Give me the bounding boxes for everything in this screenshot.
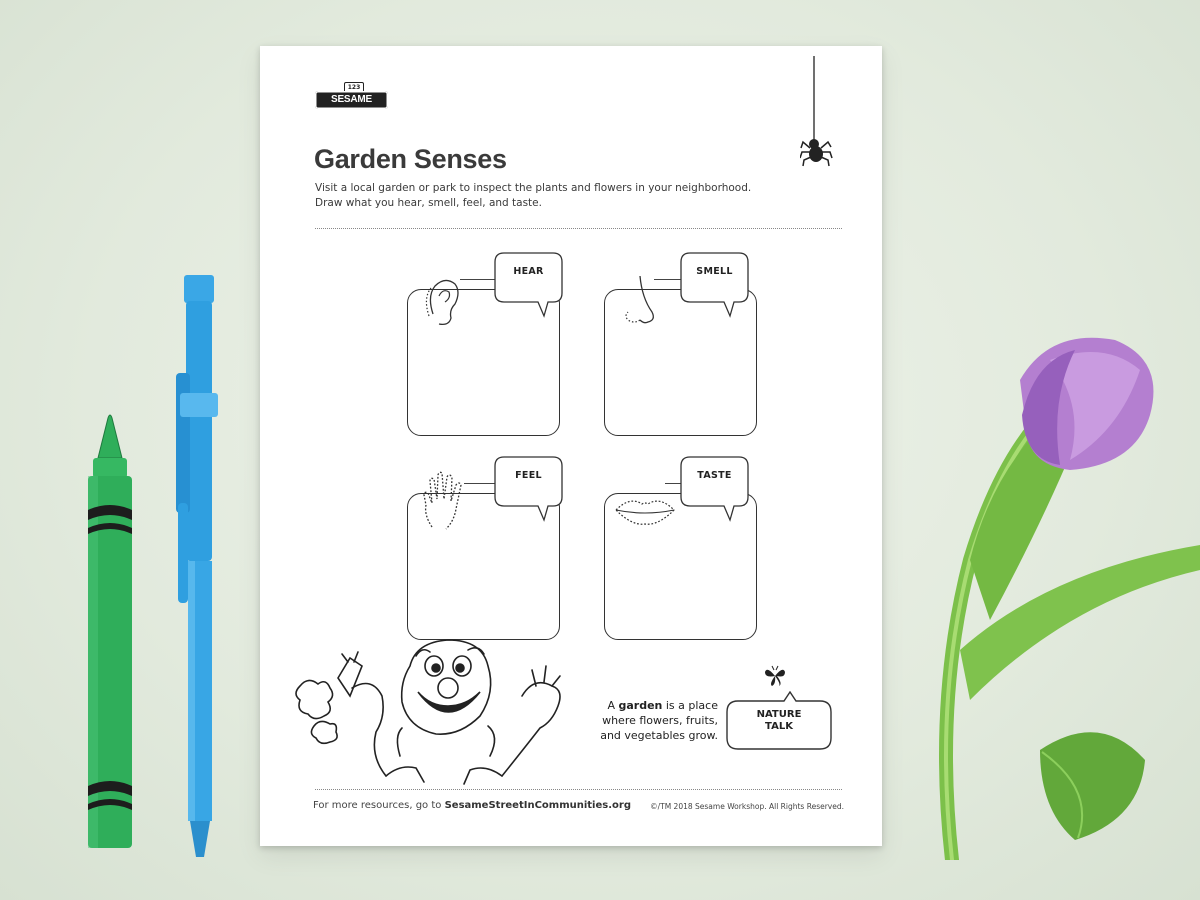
taste-label: TASTE [697, 470, 732, 481]
smell-speech-bubble [680, 252, 749, 303]
page-title: Garden Senses [314, 144, 507, 174]
ear-icon [425, 276, 463, 328]
resources-footer [313, 800, 631, 811]
blue-pen [168, 273, 228, 863]
nature-talk-bubble [726, 691, 832, 749]
butterfly-icon [763, 664, 787, 688]
fact-keyword: garden [618, 699, 663, 712]
garden-fact-text [598, 698, 718, 743]
nature-talk-line-1: NATURE [756, 709, 802, 720]
nature-talk-label [726, 709, 832, 733]
resources-prefix: For more resources, go to [313, 800, 445, 811]
smell-label: SMELL [696, 266, 733, 277]
nose-icon [620, 274, 660, 328]
hear-speech-bubble [494, 252, 563, 303]
bottom-divider [315, 789, 842, 790]
lips-icon [614, 494, 676, 528]
intro-text [315, 181, 795, 211]
intro-line-2: Draw what you hear, smell, feel, and taste. [315, 197, 542, 209]
hear-connector [460, 279, 495, 280]
feel-connector [464, 483, 495, 484]
taste-speech-bubble [680, 456, 749, 507]
fact-prefix: A [607, 699, 619, 712]
resources-suffix: .org [608, 800, 631, 811]
hand-icon [420, 471, 468, 533]
sesame-street-logo [315, 82, 390, 123]
top-divider [315, 228, 842, 229]
feel-speech-bubble [494, 456, 563, 507]
green-crayon [80, 410, 140, 850]
hear-label: HEAR [513, 266, 544, 277]
grover-character-icon [290, 636, 590, 786]
copyright-text: ©/TM 2018 Sesame Workshop. All Rights Reserved. [650, 802, 844, 811]
logo-sign-number: 123 [344, 82, 364, 93]
feel-label: FEEL [515, 470, 542, 481]
spider-icon [800, 56, 840, 168]
worksheet-page [260, 46, 882, 846]
intro-line-1: Visit a local garden or park to inspect the plants and flowers in your neighborhood. [315, 182, 752, 194]
purple-tulip [900, 320, 1200, 860]
logo-sign-text: SESAME STREET [315, 91, 388, 109]
fact-suffix: is a place where flowers, fruits, and vegetables grow. [600, 699, 718, 742]
nature-talk-line-2: TALK [765, 721, 793, 732]
resources-link[interactable]: SesameStreetInCommunities [444, 800, 609, 811]
